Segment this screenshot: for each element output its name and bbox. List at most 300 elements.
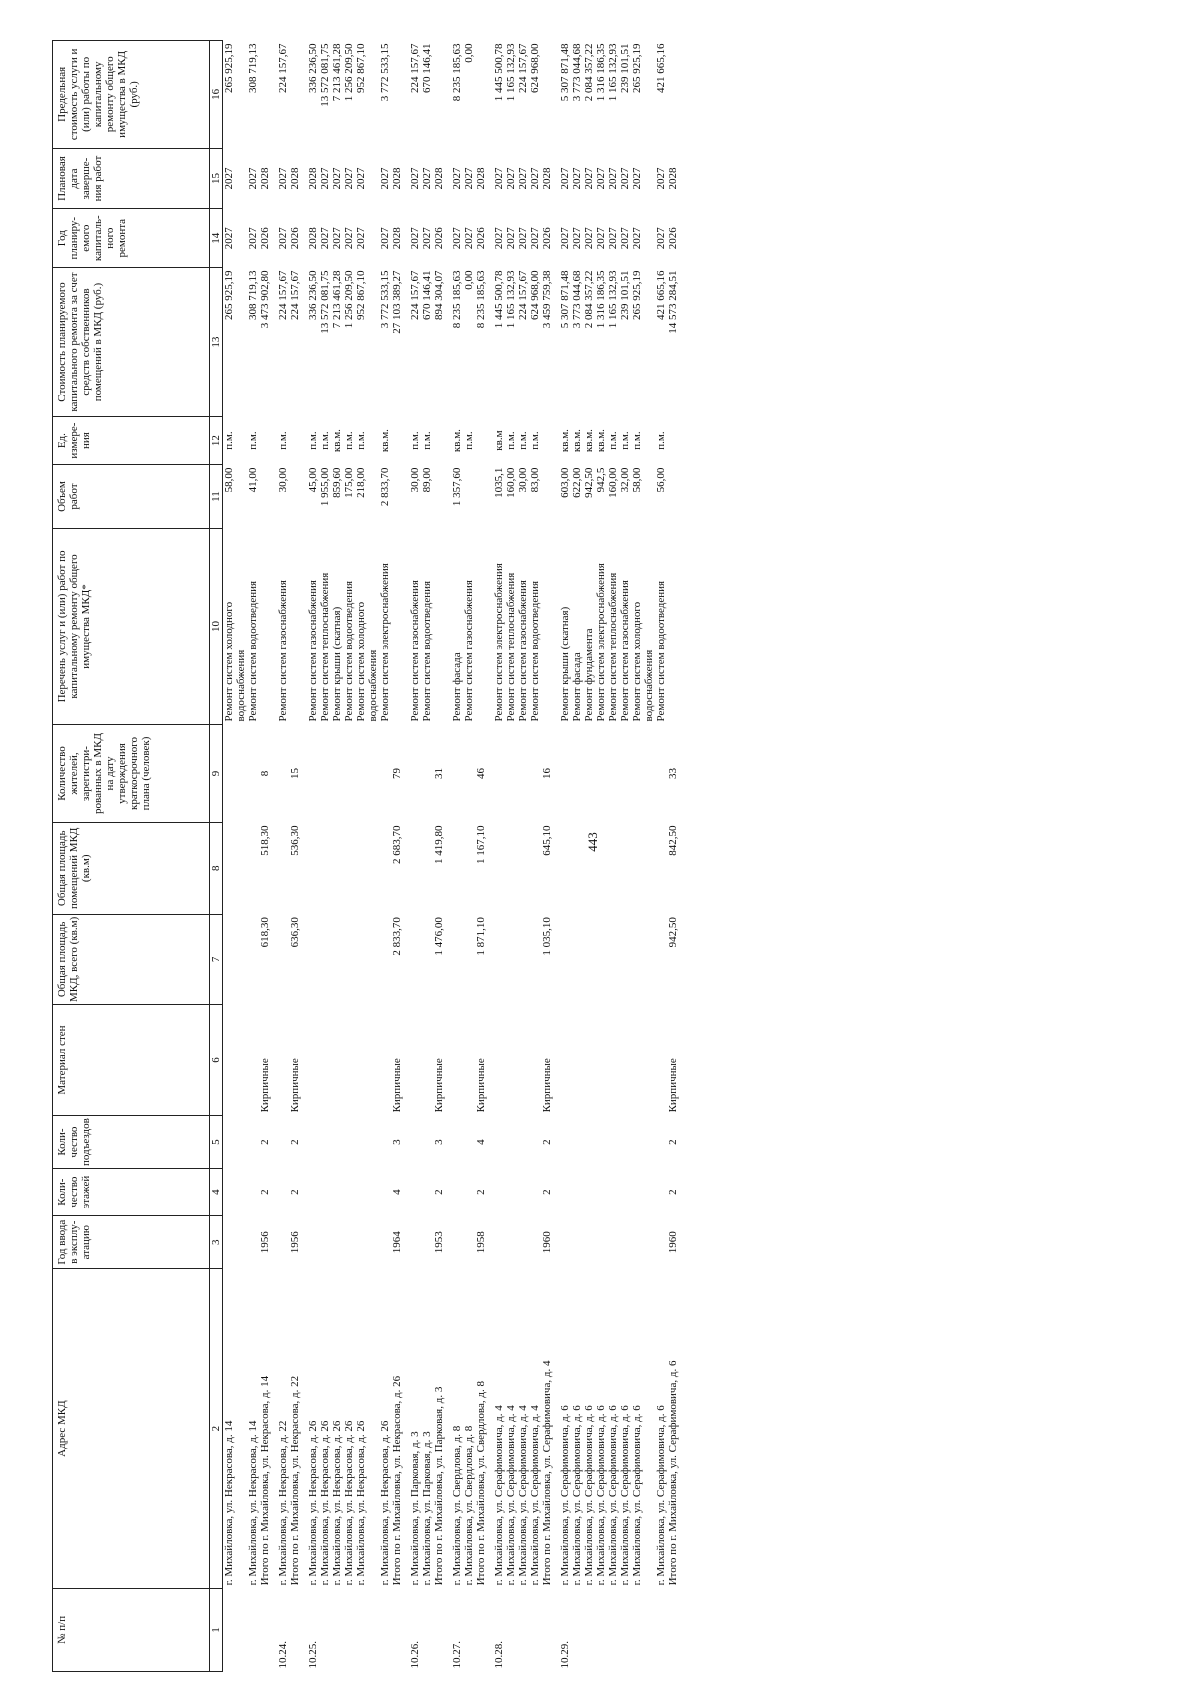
table-cell: 2028 (475, 167, 487, 190)
table-cell: 83,00 (529, 467, 541, 493)
table-cell: 2027 (583, 227, 595, 250)
table-cell (619, 1588, 631, 1671)
table-cell (421, 724, 433, 822)
header-cell: Год ввода в эксплу-атацию (53, 1216, 210, 1269)
table-cell: 224 157,67 (517, 43, 529, 93)
table-cell (379, 822, 391, 914)
column-number: 16 (210, 41, 223, 149)
table-cell (517, 1169, 529, 1216)
table-body (223, 41, 686, 1672)
column-number: 13 (210, 267, 223, 416)
table-cell (331, 914, 343, 1005)
table-cell (379, 724, 391, 822)
table-cell: 2027 (331, 227, 343, 250)
table-cell: п.м. (607, 431, 619, 450)
table-row (559, 41, 571, 1672)
table-cell: г. Михайловка, ул. Некрасова, д. 26 (355, 1420, 367, 1586)
table-cell (409, 724, 421, 822)
table-cell: 2027 (619, 167, 631, 190)
table-cell: 1956 (259, 1231, 271, 1254)
table-row (307, 41, 319, 1672)
table-cell (331, 1588, 343, 1671)
table-cell: г. Михайловка, ул. Некрасова, д. 26 (307, 1420, 319, 1586)
table-cell (619, 822, 631, 914)
table-cell (631, 822, 655, 914)
table-cell: г. Михайловка, ул. Некрасова, д. 22 (277, 1420, 289, 1586)
table-cell: 1 955,00 (319, 467, 331, 507)
table-cell (331, 1169, 343, 1216)
table-cell (559, 914, 571, 1005)
header-cell: Перечень услуг и (или) работ по капитальному ремонту общего имущества МКД* (53, 528, 210, 724)
table-cell: 2027 (493, 167, 505, 190)
table-cell: Ремонт систем теплоснабжения (319, 572, 331, 722)
table-cell: 265 925,19 (631, 43, 643, 93)
table-cell (319, 822, 331, 914)
table-cell (379, 1588, 391, 1671)
table-cell: п.м. (409, 431, 421, 450)
table-cell (463, 1005, 475, 1116)
table-cell: 31 (433, 767, 445, 779)
table-cell: 7 213 461,28 (331, 43, 343, 102)
table-cell (391, 417, 403, 465)
table-cell (379, 914, 391, 1005)
table-cell: 636,30 (289, 917, 301, 948)
table-cell (631, 1216, 655, 1269)
table-cell (319, 1115, 331, 1168)
table-cell: 10.26. (409, 1641, 421, 1669)
table-cell: г. Михайловка, ул. Серафимовича, д. 6 (619, 1405, 631, 1586)
table-row (583, 41, 595, 1672)
table-cell: 1 165 132,93 (505, 43, 517, 102)
table-cell (223, 1005, 248, 1116)
table-cell (667, 417, 679, 465)
table-cell: 2 (541, 1139, 553, 1145)
table-cell (631, 724, 655, 822)
table-cell: 10.28. (493, 1641, 505, 1669)
table-cell: 2 (541, 1189, 553, 1195)
table-row (607, 41, 619, 1672)
table-cell: 2 (259, 1189, 271, 1195)
table-cell (277, 724, 289, 822)
table-cell: Ремонт систем электроснабжения (379, 563, 391, 722)
table-cell (421, 1115, 433, 1168)
table-cell (631, 1115, 655, 1168)
table-cell (475, 417, 487, 465)
table-cell: 2027 (277, 167, 289, 190)
table-row (355, 41, 379, 1672)
header-cell: Год планиру-емого капиталь-ного ремонта (53, 209, 210, 268)
table-cell (355, 1216, 379, 1269)
table-cell: Итого по г. Михайловка, ул. Серафимовича, д. 4 (541, 1360, 553, 1586)
table-cell: 2 (667, 1189, 679, 1195)
table-cell (259, 417, 271, 465)
table-cell (391, 465, 403, 529)
table-cell: г. Михайловка, ул. Парковая, д. 3 (409, 1431, 421, 1586)
table-cell: Ремонт систем газоснабжения (619, 580, 631, 722)
table-cell: 3 473 902,80 (259, 270, 271, 329)
table-cell (595, 1588, 607, 1671)
table-cell (277, 1115, 289, 1168)
table-cell: Ремонт систем газоснабжения (277, 580, 289, 722)
table-cell (541, 465, 553, 529)
table-cell: 2027 (505, 167, 517, 190)
table-cell: Кирпичные (475, 1058, 487, 1113)
table-cell: 2027 (559, 227, 571, 250)
table-cell: 1 445 500,78 (493, 270, 505, 329)
table-cell: 239 101,51 (619, 43, 631, 93)
table-cell (529, 1216, 541, 1269)
table-cell (505, 1588, 517, 1671)
table-cell (607, 914, 619, 1005)
table-cell (355, 822, 379, 914)
table-cell (289, 417, 301, 465)
table-cell (451, 1216, 463, 1269)
table-cell (223, 914, 248, 1005)
table-cell: 2 (433, 1189, 445, 1195)
table-cell (571, 1115, 583, 1168)
table-cell (343, 1216, 355, 1269)
table-cell: 3 772 533,15 (379, 43, 391, 102)
table-cell (343, 914, 355, 1005)
table-cell (607, 822, 619, 914)
table-cell: г. Михайловка, ул. Свердлова, д. 8 (463, 1425, 475, 1586)
table-cell: 2026 (259, 227, 271, 250)
table-cell: 265 925,19 (223, 43, 235, 93)
table-cell: 2027 (583, 167, 595, 190)
table-cell: 2 (259, 1139, 271, 1145)
table-cell: кв.м. (571, 429, 583, 453)
table-cell (259, 465, 271, 529)
table-cell (475, 528, 487, 724)
table-cell: 2 084 357,22 (583, 43, 595, 102)
table-cell: 10.27. (451, 1641, 463, 1669)
table-cell (379, 1216, 391, 1269)
table-cell: 2027 (247, 167, 259, 190)
table-cell (517, 1115, 529, 1168)
table-cell: 1 165 132,93 (505, 270, 517, 329)
table-cell: 5 307 871,48 (559, 270, 571, 329)
table-cell: 2027 (223, 167, 235, 190)
spacer-cell (679, 41, 685, 1672)
table-cell (433, 417, 445, 465)
table-cell (655, 914, 667, 1005)
table-cell (583, 1216, 595, 1269)
table-cell: 30,00 (409, 467, 421, 493)
table-cell (289, 465, 301, 529)
table-cell: 14 573 284,51 (667, 270, 679, 334)
table-cell (331, 724, 343, 822)
table-cell (619, 1115, 631, 1168)
table-cell (517, 1216, 529, 1269)
column-number: 7 (210, 914, 223, 1005)
table-cell: г. Михайловка, ул. Некрасова, д. 26 (379, 1420, 391, 1586)
table-cell: 10.24. (277, 1641, 289, 1669)
table-cell: 2027 (331, 167, 343, 190)
table-cell: кв.м. (595, 429, 607, 453)
table-cell: г. Михайловка, ул. Серафимовича, д. 6 (607, 1405, 619, 1586)
table-cell (319, 1216, 331, 1269)
table-cell (355, 1005, 379, 1116)
table-cell (529, 1115, 541, 1168)
table-cell (655, 1169, 667, 1216)
table-cell (247, 1588, 259, 1671)
table-cell: 13 572 081,75 (319, 270, 331, 334)
table-cell: п.м. (505, 431, 517, 450)
column-number: 9 (210, 724, 223, 822)
table-cell: 10.25. (307, 1641, 319, 1669)
table-cell (517, 724, 529, 822)
table-cell: 2 (289, 1139, 301, 1145)
table-cell (571, 1588, 583, 1671)
table-row (331, 41, 343, 1672)
table-cell (493, 724, 505, 822)
table-cell: 670 146,41 (421, 270, 433, 320)
table-cell (583, 724, 595, 822)
table-cell: г. Михайловка, ул. Парковая, д. 3 (421, 1431, 433, 1586)
table-cell: 2027 (607, 167, 619, 190)
table-cell (307, 724, 319, 822)
table-cell (319, 724, 331, 822)
table-cell: Ремонт систем холодного водоснабжения (631, 601, 655, 722)
table-cell (607, 1216, 619, 1269)
table-header (53, 41, 223, 1672)
table-cell: 56,00 (655, 467, 667, 493)
table-cell: 421 665,16 (655, 270, 667, 320)
table-cell: 1 165 132,93 (607, 43, 619, 102)
table-cell (667, 1588, 679, 1671)
table-cell: Кирпичные (433, 1058, 445, 1113)
table-cell (655, 1588, 667, 1671)
table-cell (655, 1115, 667, 1168)
table-cell (505, 914, 517, 1005)
table-row (421, 41, 433, 1672)
column-number: 11 (210, 465, 223, 529)
table-cell (667, 528, 679, 724)
table-cell (583, 1588, 595, 1671)
table-cell (307, 1216, 319, 1269)
table-cell: 7 213 461,28 (331, 270, 343, 329)
table-cell (655, 724, 667, 822)
table-cell: 224 157,67 (517, 270, 529, 320)
table-cell: 942,50 (583, 467, 595, 498)
table-cell (421, 1216, 433, 1269)
table-cell: 3 (391, 1139, 403, 1145)
table-cell (409, 1169, 421, 1216)
table-cell: п.м. (655, 431, 667, 450)
table-cell: Ремонт систем теплоснабжения (505, 572, 517, 722)
table-cell (451, 724, 463, 822)
table-row (595, 41, 607, 1672)
table-cell: 175,00 (343, 467, 355, 498)
table-cell (277, 1216, 289, 1269)
table-cell (607, 1115, 619, 1168)
table-row (391, 41, 403, 1672)
table-cell (529, 724, 541, 822)
table-cell (319, 1005, 331, 1116)
table-cell: 2027 (247, 227, 259, 250)
table-cell: 952 867,10 (355, 270, 367, 320)
table-cell (463, 465, 475, 529)
table-cell (379, 1115, 391, 1168)
table-cell: Ремонт систем водоотведения (247, 580, 259, 722)
table-cell (631, 1588, 655, 1671)
column-number: 10 (210, 528, 223, 724)
table-row (655, 41, 667, 1672)
table-cell (463, 1115, 475, 1168)
header-cell: Коли-чество этажей (53, 1169, 210, 1216)
table-cell: 0,00 (463, 43, 475, 63)
table-row (289, 41, 301, 1672)
table-cell: 603,00 (559, 467, 571, 498)
table-cell: п.м. (517, 431, 529, 450)
table-cell (343, 1588, 355, 1671)
table-cell: 942,50 (667, 917, 679, 948)
capital-repair-table (52, 40, 685, 1672)
table-cell (259, 528, 271, 724)
table-cell: 218,00 (355, 467, 367, 498)
page-number: 443 (584, 832, 600, 852)
table-row (571, 41, 583, 1672)
table-cell: п.м. (631, 431, 643, 450)
table-cell: Кирпичные (541, 1058, 553, 1113)
table-cell: 3 773 044,68 (571, 43, 583, 102)
table-cell (463, 822, 475, 914)
table-row (247, 41, 259, 1672)
table-cell (517, 1005, 529, 1116)
table-row (631, 41, 655, 1672)
table-row (667, 41, 679, 1672)
table-cell (433, 1588, 445, 1671)
table-cell (223, 1115, 248, 1168)
table-cell: п.м. (619, 431, 631, 450)
table-cell (571, 822, 583, 914)
table-cell: кв.м. (331, 429, 343, 453)
column-number: 4 (210, 1169, 223, 1216)
table-cell: Итого по г. Михайловка, ул. Серафимовича, д. 6 (667, 1360, 679, 1586)
table-cell: 2028 (259, 167, 271, 190)
table-cell: 2 683,70 (391, 825, 403, 864)
table-cell: 1 316 186,35 (595, 43, 607, 102)
table-cell (595, 1115, 607, 1168)
group-spacer (679, 41, 685, 1672)
table-row (343, 41, 355, 1672)
table-row (493, 41, 505, 1672)
table-cell: 89,00 (421, 467, 433, 493)
table-cell: 622,00 (571, 467, 583, 498)
table-cell: 2028 (307, 227, 319, 250)
table-cell: 3 773 044,68 (571, 270, 583, 329)
table-cell (667, 465, 679, 529)
table-cell (343, 724, 355, 822)
table-cell (559, 1169, 571, 1216)
table-cell (619, 1005, 631, 1116)
table-cell (571, 724, 583, 822)
rotated-page (52, 40, 1148, 1672)
table-cell: 5 307 871,48 (559, 43, 571, 102)
table-cell: Ремонт крыши (скатная) (559, 606, 571, 722)
table-row (451, 41, 463, 1672)
header-cell: Предельная стоимость услуги и (или) работы по капитальному ремонту общего имущества в МКД (руб.) (53, 41, 210, 149)
table-cell: 1 445 500,78 (493, 43, 505, 102)
table-cell (541, 417, 553, 465)
table-row (319, 41, 331, 1672)
table-cell: 2027 (631, 227, 643, 250)
table-cell: 421 665,16 (655, 43, 667, 93)
table-cell (595, 1169, 607, 1216)
table-cell: п.м. (223, 431, 235, 450)
column-number: 5 (210, 1115, 223, 1168)
table-cell (223, 1588, 248, 1671)
table-cell (541, 528, 553, 724)
table-cell: 2028 (289, 167, 301, 190)
table-cell (493, 1169, 505, 1216)
table-cell: 942,5 (595, 467, 607, 493)
table-cell: Кирпичные (289, 1058, 301, 1113)
table-cell: 2 833,70 (379, 467, 391, 507)
column-number: 8 (210, 822, 223, 914)
table-cell: 2027 (505, 227, 517, 250)
table-cell (595, 1005, 607, 1116)
table-cell: п.м. (247, 431, 259, 450)
table-cell (463, 1216, 475, 1269)
header-cell: Адрес МКД (53, 1269, 210, 1589)
table-cell (343, 1115, 355, 1168)
table-cell: 2027 (607, 227, 619, 250)
table-cell (655, 822, 667, 914)
table-cell (595, 724, 607, 822)
table-cell: Ремонт систем газоснабжения (517, 580, 529, 722)
table-cell: 1 165 132,93 (607, 270, 619, 329)
header-cell: Объем работ (53, 465, 210, 529)
table-cell: 224 157,67 (409, 270, 421, 320)
column-number: 12 (210, 417, 223, 465)
table-cell: Итого по г. Михайловка, ул. Некрасова, д. 22 (289, 1375, 301, 1586)
table-cell (505, 1115, 517, 1168)
table-cell: 3 459 759,38 (541, 270, 553, 329)
table-cell: 1958 (475, 1231, 487, 1254)
table-cell: 8 235 185,63 (451, 270, 463, 329)
table-cell (223, 822, 248, 914)
header-cell: Общая площадь МКД, всего (кв.м) (53, 914, 210, 1005)
column-number: 15 (210, 148, 223, 209)
table-cell (409, 1216, 421, 1269)
table-cell: 2026 (289, 227, 301, 250)
table-cell (433, 465, 445, 529)
table-cell: 0,00 (463, 270, 475, 290)
table-cell: 624 968,00 (529, 270, 541, 320)
table-cell: 2027 (463, 167, 475, 190)
table-cell: п.м. (421, 431, 433, 450)
table-cell (343, 822, 355, 914)
table-cell: 8 235 185,63 (451, 43, 463, 102)
table-cell: 1960 (667, 1231, 679, 1254)
table-cell: г. Михайловка, ул. Некрасова, д. 14 (223, 1420, 235, 1586)
table-cell (421, 1169, 433, 1216)
table-cell: 1964 (391, 1231, 403, 1254)
table-cell (307, 914, 319, 1005)
table-cell: 2027 (355, 167, 367, 190)
table-cell: 2027 (517, 167, 529, 190)
table-cell (421, 914, 433, 1005)
table-cell: 2 833,70 (391, 917, 403, 956)
table-cell (529, 1169, 541, 1216)
table-cell: кв.м. (379, 429, 391, 453)
table-cell (631, 914, 655, 1005)
table-cell (247, 1216, 259, 1269)
table-cell: 2027 (355, 227, 367, 250)
table-cell (541, 1588, 553, 1671)
table-cell (463, 914, 475, 1005)
